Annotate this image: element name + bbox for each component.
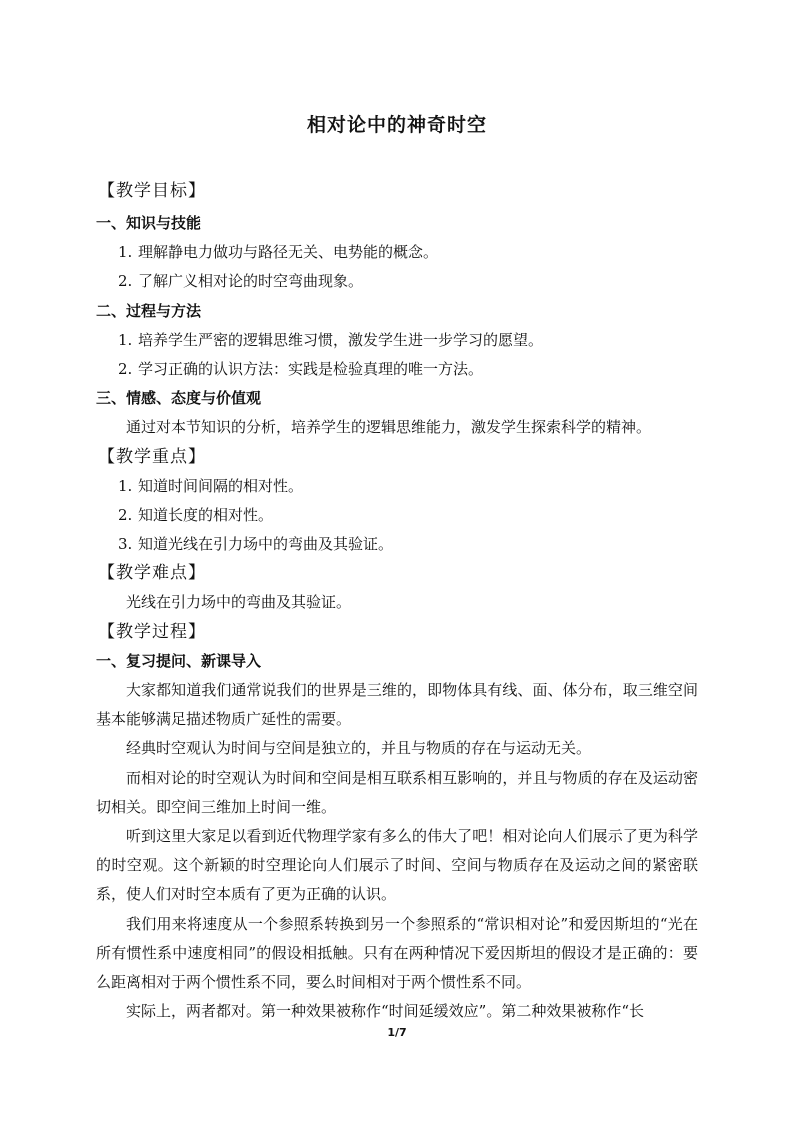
page-number: 1/7 bbox=[387, 1026, 407, 1039]
document-title: 相对论中的神奇时空 bbox=[306, 114, 487, 136]
subheading-knowledge: 一、知识与技能 bbox=[96, 214, 202, 232]
section-heading-difficulties: 【教学难点】 bbox=[98, 563, 206, 584]
list-item bbox=[96, 501, 698, 530]
paragraph: 通过对本节知识的分析，培养学生的逻辑思维能力，激发学生探索科学的精神。 bbox=[126, 418, 652, 437]
item-text: 培养学生严密的逻辑思维习惯，激发学生进一步学习的愿望。 bbox=[138, 330, 544, 349]
item-text: 知道光线在引力场中的弯曲及其验证。 bbox=[138, 535, 394, 554]
paragraph: 实际上，两者都对。第一种效果被称作“时间延缓效应”。第二种效果被称作“长 bbox=[126, 1002, 645, 1021]
item-number: 2. bbox=[118, 272, 133, 291]
list-item bbox=[96, 326, 698, 355]
subheading-emotion-values: 三、情感、态度与价值观 bbox=[96, 389, 262, 408]
item-number: 1. bbox=[118, 243, 133, 262]
paragraph: 大家都知道我们通常说我们的世界是三维的，即物体具有线、面、体分布，取三维空间基本能够满足描述物质广延性的需要。 bbox=[96, 681, 698, 729]
section-heading-key-points: 【教学重点】 bbox=[98, 446, 206, 467]
list-item bbox=[96, 472, 698, 501]
item-number: 2. bbox=[118, 359, 133, 378]
paragraph: 听到这里大家足以看到近代物理学家有多么的伟大了吧！相对论向人们展示了更为科学的时空观。这个新颖的时空理论向人们展示了时间、空间与物质存在及运动之间的紧密联系，使人们对时空本质有了更为正确的认识。 bbox=[96, 827, 698, 904]
item-number: 2. bbox=[118, 505, 133, 524]
document-body bbox=[96, 175, 698, 1026]
paragraph: 而相对论的时空观认为时间和空间是相互联系相互影响的，并且与物质的存在及运动密切相关。即空间三维加上时间一维。 bbox=[96, 768, 698, 816]
item-text: 知道长度的相对性。 bbox=[138, 505, 274, 524]
item-text: 学习正确的认识方法：实践是检验真理的唯一方法。 bbox=[138, 359, 484, 378]
list-item bbox=[96, 267, 698, 296]
subheading-process-methods: 二、过程与方法 bbox=[96, 301, 202, 320]
list-item bbox=[96, 355, 698, 384]
item-text: 知道时间间隔的相对性。 bbox=[138, 476, 304, 495]
section-heading-teaching-process: 【教学过程】 bbox=[98, 621, 206, 642]
paragraph: 光线在引力场中的弯曲及其验证。 bbox=[126, 593, 352, 612]
section-heading-objectives: 【教学目标】 bbox=[98, 181, 206, 201]
item-number: 1. bbox=[118, 330, 133, 349]
item-text: 了解广义相对论的时空弯曲现象。 bbox=[138, 272, 364, 291]
list-item bbox=[96, 238, 698, 267]
paragraph: 经典时空观认为时间与空间是独立的，并且与物质的存在与运动无关。 bbox=[126, 739, 592, 758]
list-item bbox=[96, 530, 698, 559]
item-text: 理解静电力做功与路径无关、电势能的概念。 bbox=[138, 243, 439, 262]
paragraph: 我们用来将速度从一个参照系转换到另一个参照系的“常识相对论”和爱因斯坦的“光在所有惯性系中速度相同”的假设相抵触。只有在两种情况下爱因斯坦的假设才是正确的：要么距离相对于两个惯性系不同，要么时间相对于两个惯性系不同。 bbox=[96, 914, 698, 992]
item-number: 1. bbox=[118, 476, 133, 495]
item-number: 3. bbox=[118, 535, 133, 554]
subheading-review-intro: 一、复习提问、新课导入 bbox=[96, 651, 262, 670]
